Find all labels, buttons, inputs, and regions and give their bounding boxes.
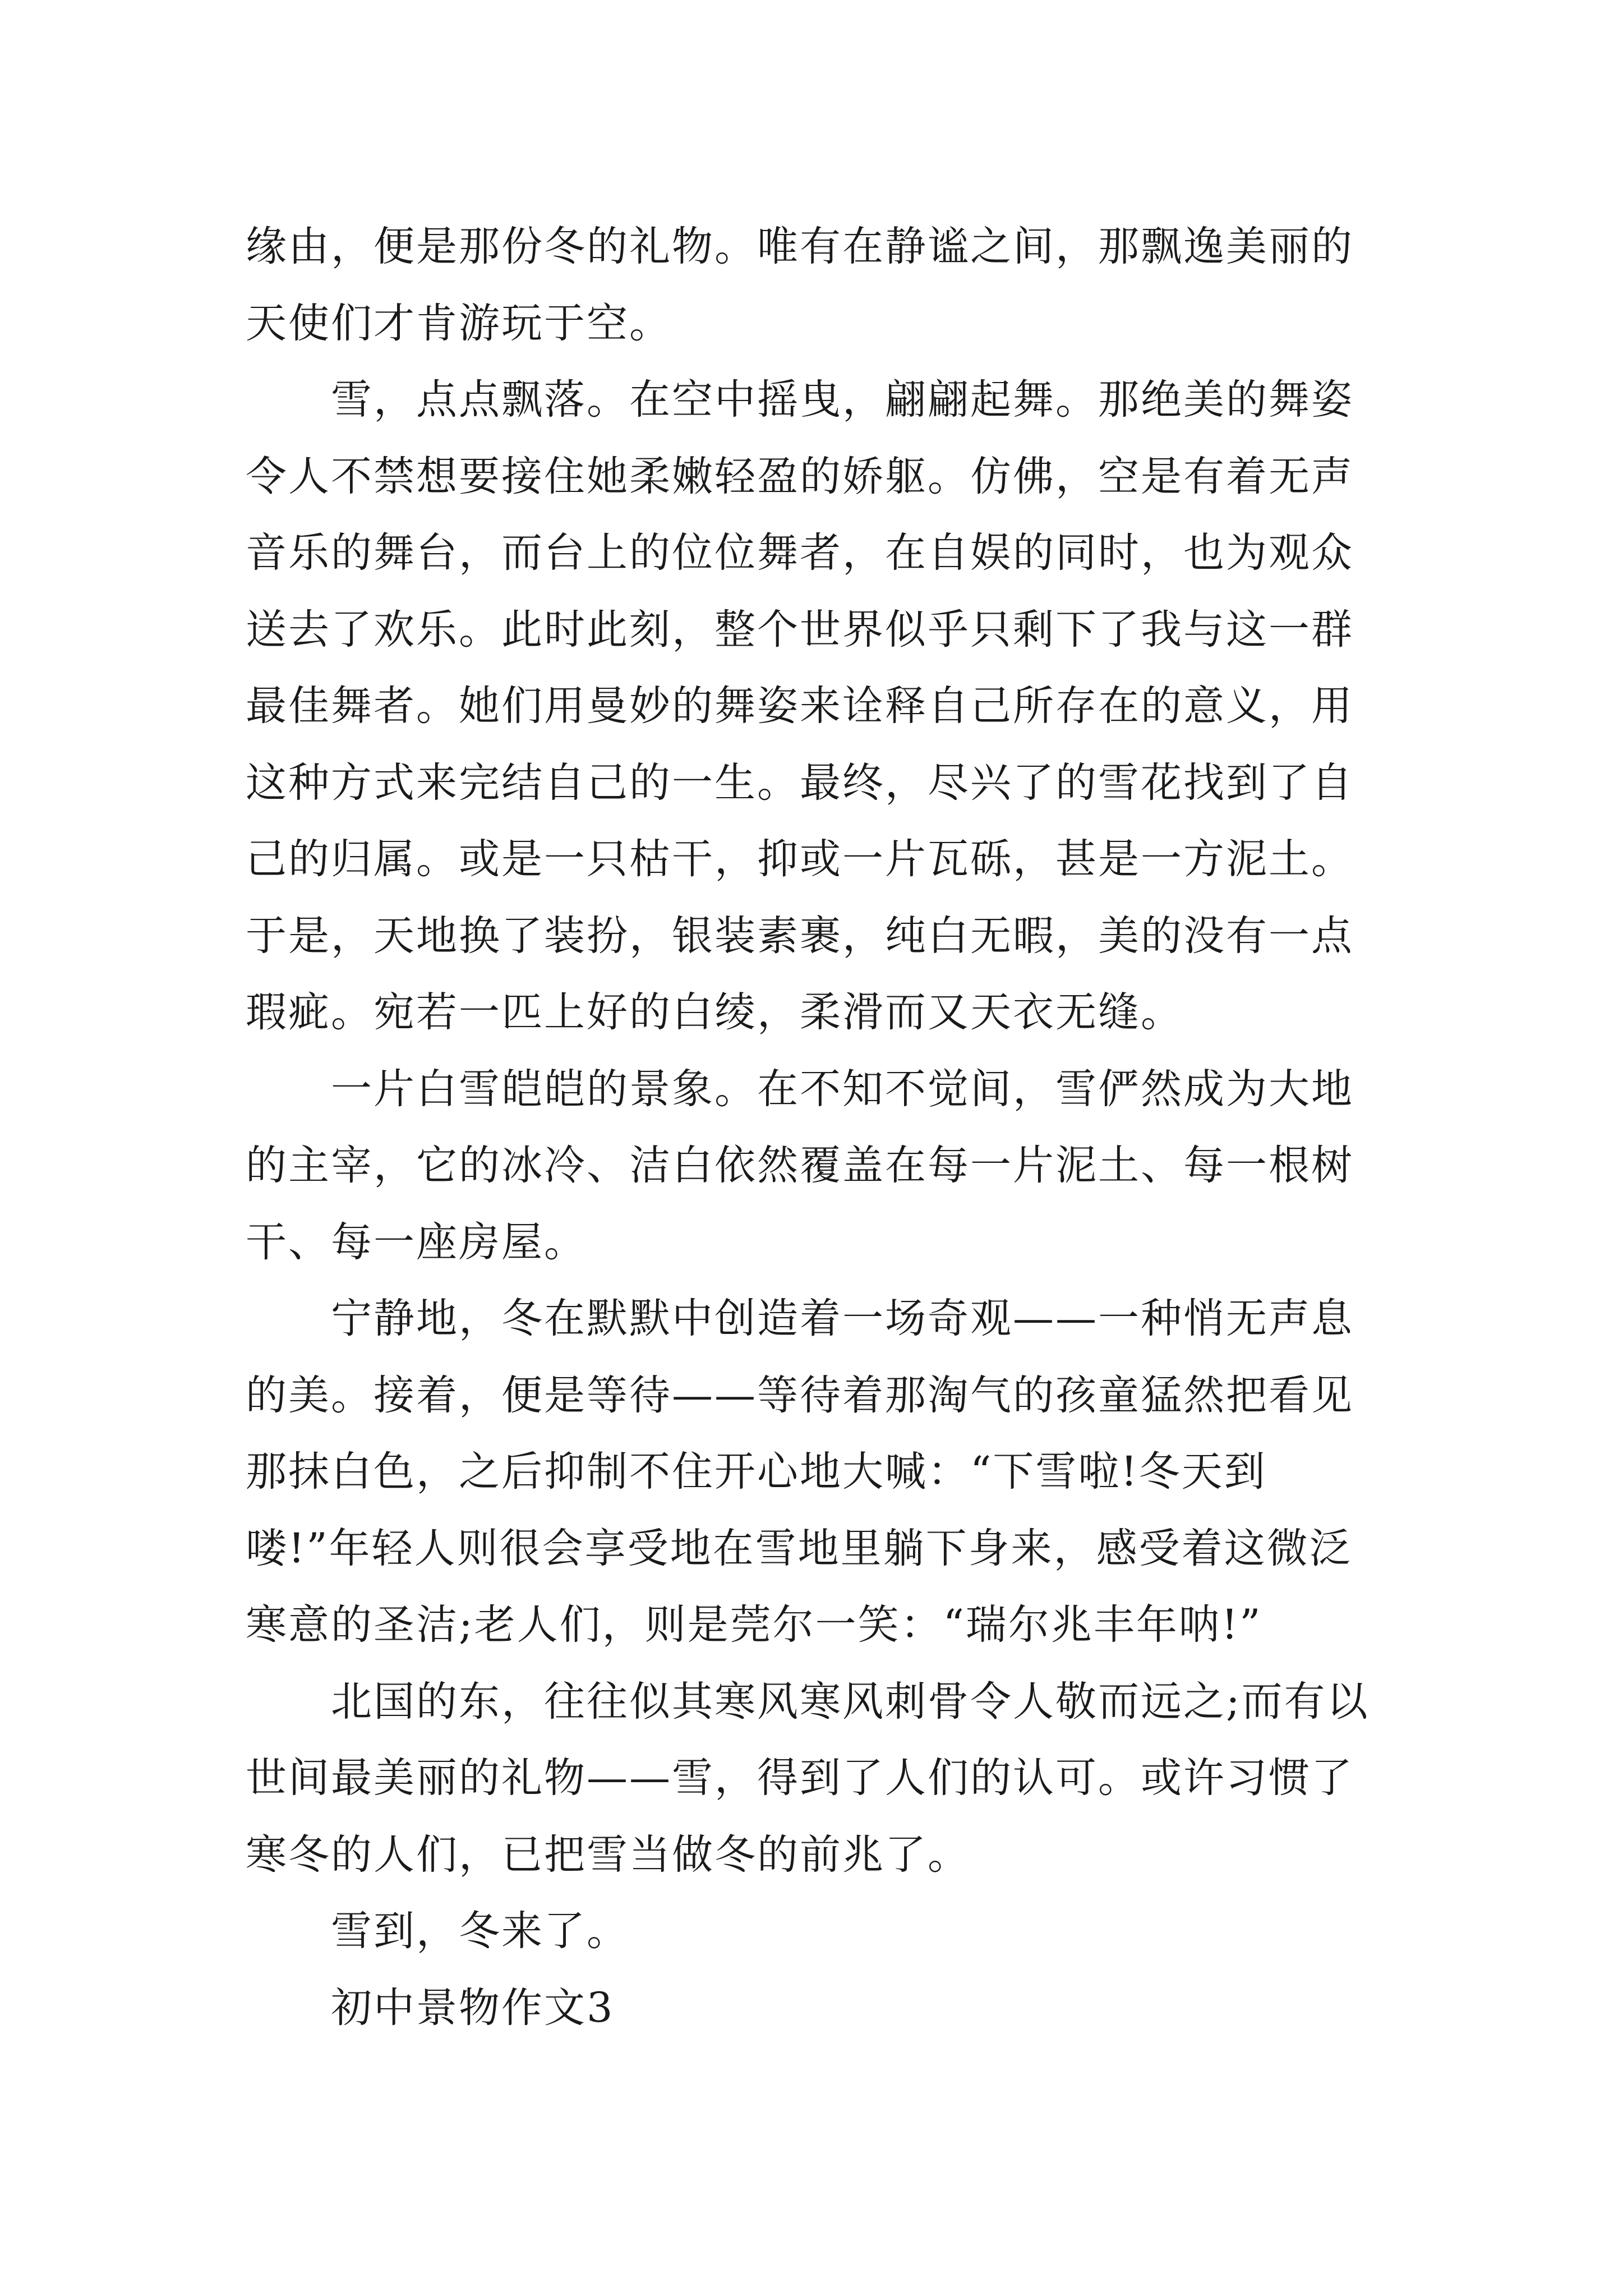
paragraph-quiet-winter: 宁静地，冬在默默中创造着一场奇观——一种悄无声息的美。接着，便是等待——等待着那淘气的孩童猛然把看见那抹白色，之后抑制不住开心地大喊：“下雪啦!冬天到喽!”年轻人则很会享受地在雪地里躺下身来，感受着这微泛寒意的圣洁;老人们，则是莞尔一笑：“瑞尔兆丰年呐!” (246, 1295, 1354, 1649)
paragraph-white-landscape: 一片白雪皑皑的景象。在不知不觉间，雪俨然成为大地的主宰，它的冰冷、洁白依然覆盖在每一片泥土、每一根树干、每一座房屋。 (246, 1065, 1354, 1266)
document-body (246, 209, 1390, 2046)
paragraph-snow-arrives: 雪到，冬来了。 (331, 1907, 629, 1955)
paragraph-snow-dance: 雪，点点飘落。在空中摇曳，翩翩起舞。那绝美的舞姿令人不禁想要接住她柔嫩轻盈的娇躯。仿佛，空是有着无声音乐的舞台，而台上的位位舞者，在自娱的同时，也为观众送去了欢乐。此时此刻，整个世界似乎只剩下了我与这一群最佳舞者。她们用曼妙的舞姿来诠释自己所存在的意义，用这种方式来完结自己的一生。最终，尽兴了的雪花找到了自己的归属。或是一只枯干，抑或一片瓦砾，甚是一方泥土。于是，天地换了装扮，银装素裹，纯白无暇，美的没有一点瑕疵。宛若一匹上好的白绫，柔滑而又天衣无缝。 (246, 376, 1354, 1036)
section-heading: 初中景物作文3 (331, 1984, 615, 2032)
paragraph-continuation: 缘由，便是那份冬的礼物。唯有在静谧之间，那飘逸美丽的天使们才肯游玩于空。 (246, 223, 1354, 347)
paragraph-northern-winter: 北国的东，往往似其寒风寒风刺骨令人敬而远之;而有以世间最美丽的礼物——雪，得到了人们的认可。或许习惯了寒冬的人们，已把雪当做冬的前兆了。 (246, 1677, 1370, 1879)
